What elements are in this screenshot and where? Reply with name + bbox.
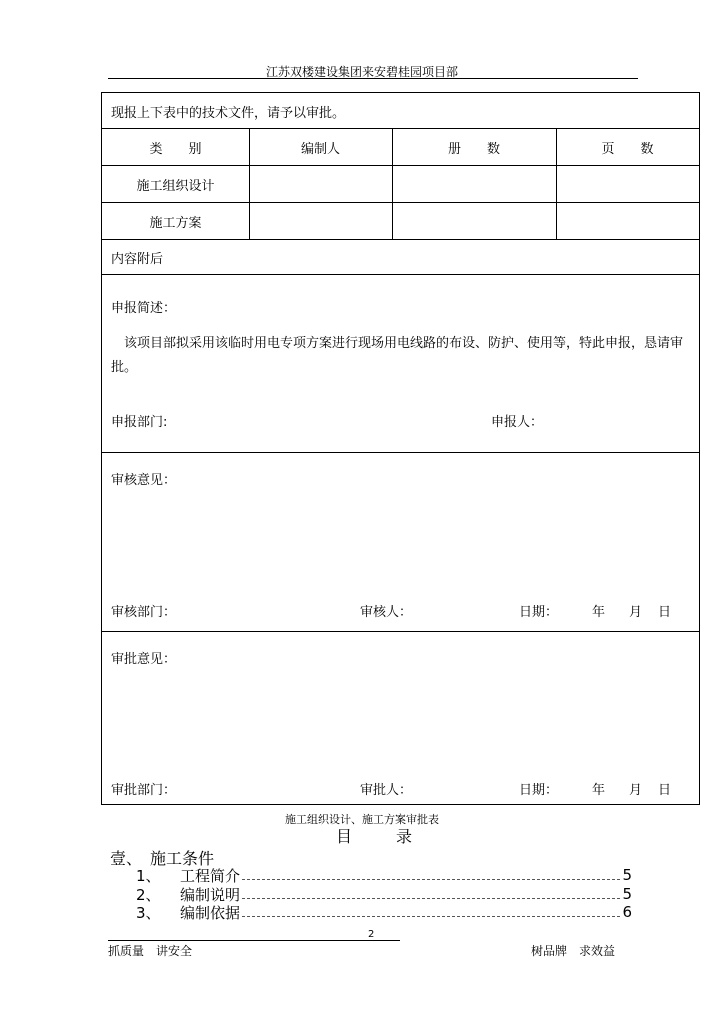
attachment-row [102, 240, 699, 275]
toc-item[interactable] [136, 903, 632, 921]
attachment-note: 内容附后 [111, 252, 164, 267]
row-pages [556, 166, 699, 202]
row-volumes [392, 166, 556, 202]
approval-date-label: 日期： [519, 783, 559, 798]
row-category: 施工方案 [149, 215, 202, 231]
footer-slogan-right: 树品牌 求效益 [531, 944, 616, 958]
footer-slogan-left: 抓质量 讲安全 [108, 944, 193, 958]
approval-year: 年 [592, 783, 606, 798]
application-section [102, 275, 699, 453]
toc-title-left: 目 [336, 827, 353, 846]
footer-divider [108, 940, 400, 941]
approval-dept-label: 审批部门： [111, 783, 177, 798]
row-author [249, 203, 392, 239]
review-month: 月 [629, 605, 643, 620]
approval-label: 审批意见： [111, 652, 177, 667]
toc-leader-line [242, 870, 620, 880]
toc-item[interactable] [136, 885, 632, 903]
col-header-volumes: 册 数 [447, 141, 500, 157]
review-section [102, 453, 699, 632]
table-caption: 施工组织设计、施工方案审批表 [285, 813, 439, 826]
review-day: 日 [658, 605, 672, 620]
toc-item-page: 6 [622, 903, 632, 921]
table-header-row [102, 129, 699, 166]
toc-section-heading: 壹、 施工条件 [110, 849, 215, 868]
row-pages [556, 203, 699, 239]
toc-item-label: 工程简介 [180, 866, 241, 885]
application-person-label: 申报人： [491, 415, 544, 430]
header-divider [108, 78, 638, 79]
application-label: 申报简述： [111, 301, 177, 316]
approval-month: 月 [629, 783, 643, 798]
toc-item[interactable] [136, 866, 632, 884]
toc-item-label: 编制说明 [180, 885, 241, 904]
toc-item-number: 1、 [136, 866, 161, 885]
approval-day: 日 [658, 783, 672, 798]
col-header-author: 编制人 [300, 141, 340, 157]
page-number: 2 [368, 929, 375, 940]
toc-item-page: 5 [622, 866, 632, 884]
page-header-title: 江苏双楼建设集团来安碧桂园项目部 [265, 65, 458, 79]
toc-item-page: 5 [622, 885, 632, 903]
row-author [249, 166, 392, 202]
toc-item-label: 编制依据 [180, 903, 241, 922]
approval-person-label: 审批人： [360, 783, 413, 798]
toc-item-number: 3、 [136, 903, 161, 922]
review-year: 年 [592, 605, 606, 620]
row-volumes [392, 203, 556, 239]
application-dept-label: 申报部门: [111, 415, 168, 430]
toc-leader-line [242, 907, 620, 917]
row-category: 施工组织设计 [136, 178, 215, 194]
review-label: 审核意见： [111, 473, 177, 488]
toc-title-right: 录 [396, 827, 413, 846]
toc-item-number: 2、 [136, 885, 161, 904]
review-person-label: 审核人： [360, 605, 413, 620]
intro-row [102, 93, 699, 129]
application-description: 该项目部拟采用该临时用电专项方案进行现场用电线路的布设、防护、使用等，特此申报，恳请审批。 [111, 336, 684, 375]
table-row [102, 203, 699, 240]
review-dept-label: 审核部门： [111, 605, 177, 620]
col-header-category: 类 别 [149, 141, 202, 157]
approval-section [102, 632, 699, 804]
col-header-pages: 页 数 [601, 141, 654, 157]
review-date-label: 日期： [519, 605, 559, 620]
approval-form-table [101, 92, 700, 805]
table-row [102, 166, 699, 203]
toc-leader-line [242, 889, 620, 899]
intro-text: 现报上下表中的技术文件，请予以审批。 [111, 106, 346, 121]
